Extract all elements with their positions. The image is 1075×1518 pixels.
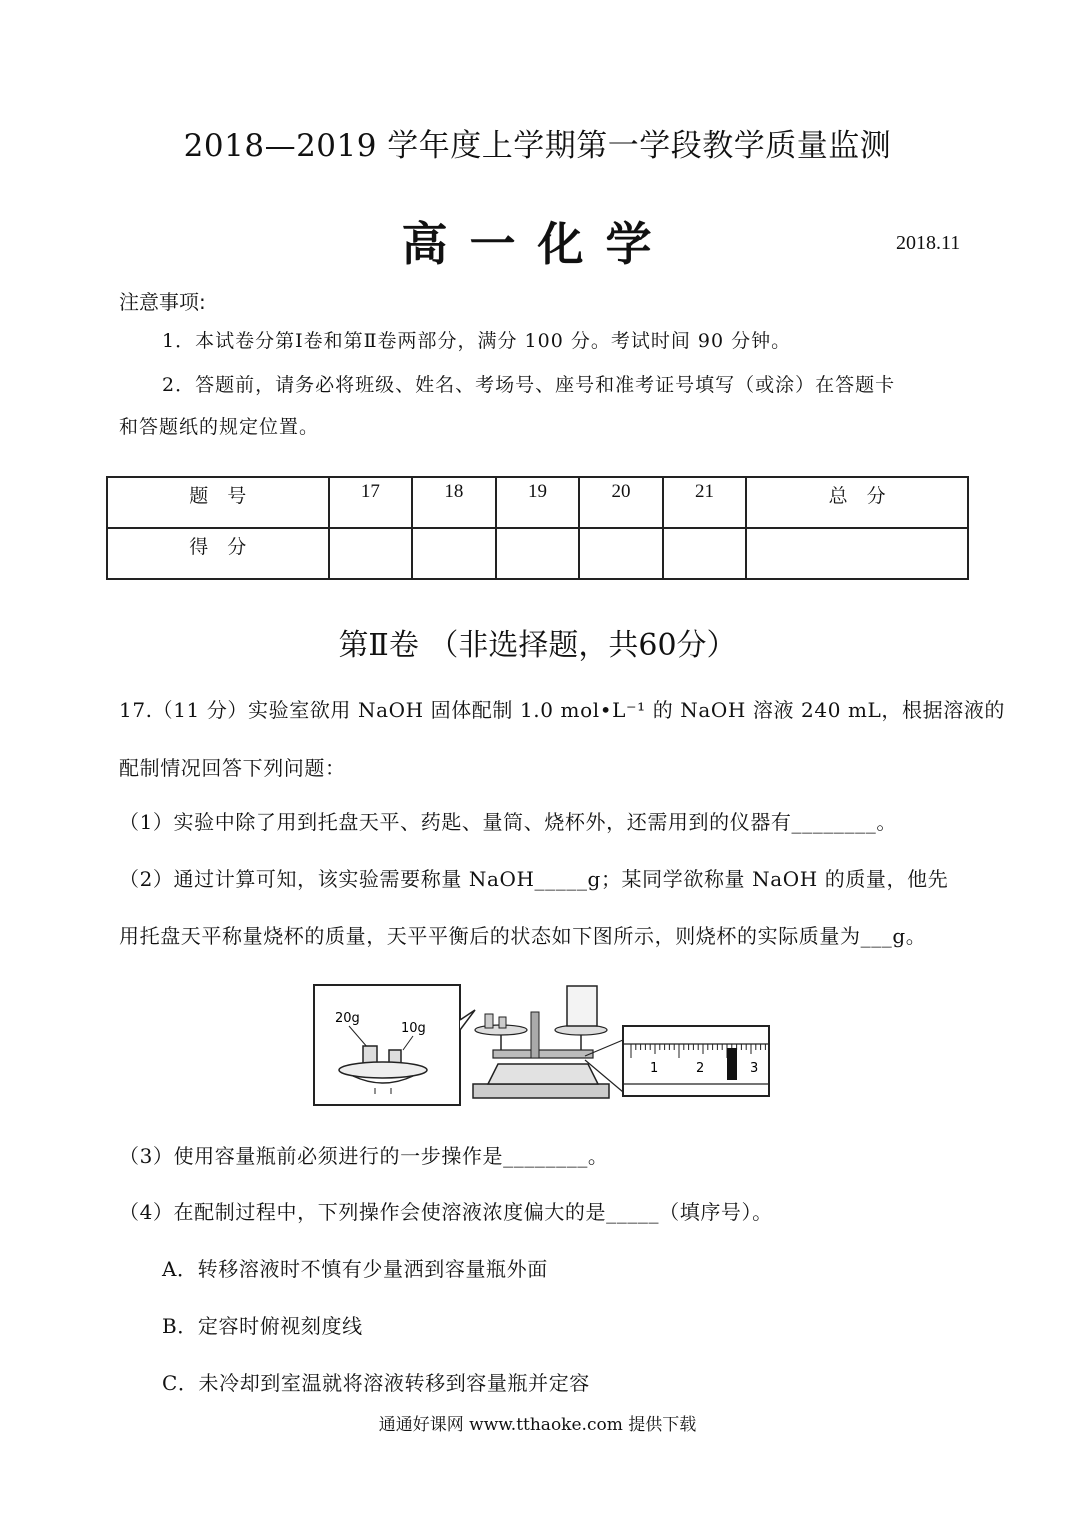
- rider-icon: [727, 1048, 737, 1080]
- question-17-part-2: （2）通过计算可知，该实验需要称量 NaOH_____g；某同学欲称量 NaOH 的质量，他先: [119, 867, 949, 891]
- notice-item-1: 1．本试卷分第Ⅰ卷和第Ⅱ卷两部分，满分 100 分。考试时间 90 分钟。: [162, 330, 792, 352]
- balance-base-icon: [473, 1084, 609, 1098]
- question-17-part-1: （1）实验中除了用到托盘天平、药匙、量筒、烧杯外，还需用到的仪器有________。: [119, 810, 897, 834]
- score-header-total: 总 分: [746, 477, 968, 528]
- option-b: B．定容时俯视刻度线: [162, 1314, 363, 1338]
- balance-figure: [313, 984, 773, 1108]
- score-table-score-row: [107, 528, 968, 579]
- notice-heading: 注意事项:: [119, 290, 206, 314]
- scale-label-2: 2: [696, 1061, 705, 1076]
- score-header-label: 题 号: [107, 477, 329, 528]
- score-cell-19[interactable]: [496, 528, 580, 579]
- notice-item-2: 2．答题前，请务必将班级、姓名、考场号、座号和准考证号填写（或涂）在答题卡: [162, 374, 896, 396]
- small-weight-icon: [485, 1014, 493, 1028]
- score-table-header-row: [107, 477, 968, 528]
- weights-inset-frame: [314, 985, 460, 1105]
- pointer-line: [403, 1036, 413, 1050]
- score-header-21: 21: [663, 477, 747, 528]
- exam-date: 2018.11: [896, 232, 961, 254]
- weight-20g-label: 20g: [335, 1011, 360, 1026]
- pan-icon: [339, 1062, 427, 1078]
- score-cell-21[interactable]: [663, 528, 747, 579]
- question-17-intro: 17.（11 分）实验室欲用 NaOH 固体配制 1.0 mol•L⁻¹ 的 NaOH 溶液 240 mL，根据溶液的: [119, 698, 1006, 722]
- balance-beam-icon: [493, 1050, 593, 1058]
- small-weight-icon: [499, 1017, 506, 1028]
- score-table: [106, 476, 969, 580]
- option-a: A．转移溶液时不慎有少量洒到容量瓶外面: [162, 1257, 548, 1281]
- balance-body-icon: [488, 1064, 598, 1084]
- score-cell-18[interactable]: [412, 528, 496, 579]
- score-row-label: 得 分: [107, 528, 329, 579]
- callout-pointer: [460, 1010, 475, 1030]
- weight-10g-label: 10g: [401, 1021, 426, 1036]
- option-c: C．未冷却到室温就将溶液转移到容量瓶并定容: [162, 1371, 590, 1395]
- score-header-19: 19: [496, 477, 580, 528]
- score-header-18: 18: [412, 477, 496, 528]
- question-17-part-4: （4）在配制过程中，下列操作会使溶液浓度偏大的是_____（填序号）。: [119, 1200, 773, 1224]
- section-title: 第Ⅱ卷 （非选择题，共60分）: [338, 628, 737, 663]
- score-header-17: 17: [329, 477, 413, 528]
- footer-source: 通通好课网 www.tthaoke.com 提供下载: [378, 1415, 697, 1435]
- scale-callout-line: [585, 1040, 623, 1056]
- score-header-20: 20: [579, 477, 663, 528]
- score-cell-20[interactable]: [579, 528, 663, 579]
- exam-header-title: 2018—2019 学年度上学期第一学段教学质量监测: [183, 128, 892, 164]
- scale-label-3: 3: [750, 1061, 759, 1076]
- balance-pointer-icon: [531, 1012, 539, 1058]
- beaker-icon: [567, 986, 597, 1026]
- question-17-part-3: （3）使用容量瓶前必须进行的一步操作是________。: [119, 1144, 609, 1168]
- score-cell-17[interactable]: [329, 528, 413, 579]
- subject-title: 高一化学: [401, 217, 674, 271]
- score-cell-total[interactable]: [746, 528, 968, 579]
- notice-item-2-cont: 和答题纸的规定位置。: [119, 416, 320, 438]
- question-17-intro-cont: 配制情况回答下列问题：: [119, 756, 346, 780]
- scale-label-1: 1: [650, 1061, 659, 1076]
- pointer-line: [349, 1026, 368, 1048]
- question-17-part-2-cont: 用托盘天平称量烧杯的质量，天平平衡后的状态如下图所示，则烧杯的实际质量为___g。: [119, 924, 927, 948]
